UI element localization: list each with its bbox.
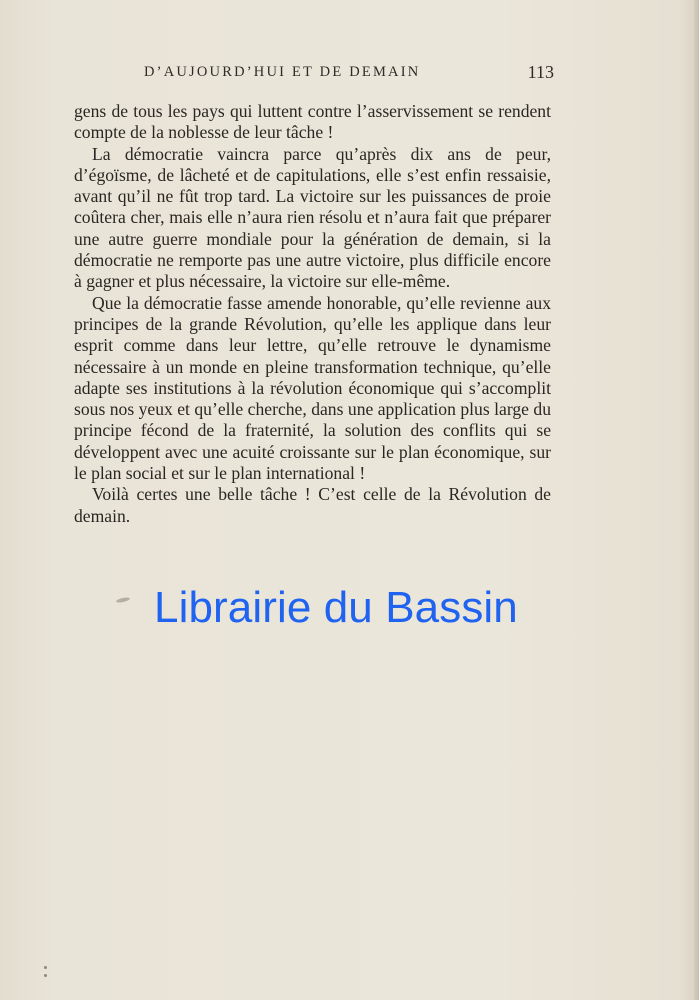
paragraph-3: Que la démocratie fasse amende honorable, qu’elle revienne aux principes de la grande Révolution, qu’elle les applique dans leur esprit comme dans leur lettre, qu’elle retrouve le dynamisme nécessaire à un monde en pleine transformation technique, qu’elle adapte ses institutions à la révolution économique qui s’accomplit sous nos yeux et qu’elle cherche, dans une application plus large du principe fécond de la fraternité, la solution des conflits qui se développent avec une acuité croissante sur le plan économique, sur le plan social et sur le plan international ! <box>74 292 551 484</box>
page-edge <box>694 0 699 1000</box>
paper-speck-small <box>44 966 47 969</box>
body-text <box>74 101 551 527</box>
paragraph-1: gens de tous les pays qui luttent contre l’asservissement se rendent compte de la noblesse de leur tâche ! <box>74 101 551 143</box>
watermark: Librairie du Bassin <box>154 583 518 632</box>
paper-speck-small <box>44 974 47 977</box>
paper-speck <box>116 597 131 604</box>
running-head-title: D’AUJOURD’HUI ET DE DEMAIN <box>144 64 421 80</box>
page-number: 113 <box>527 62 554 82</box>
paragraph-4: Voilà certes une belle tâche ! C’est celle de la Révolution de demain. <box>74 484 551 526</box>
paragraph-2: La démocratie vaincra parce qu’après dix ans de peur, d’égoïsme, de lâcheté et de capitulations, elle s’est enfin ressaisie, avant qu’il ne fût trop tard. La victoire sur les puissances de proie coûtera cher, mais elle n’aura rien résolu et n’aura fait que préparer une autre guerre mondiale pour la génération de demain, si la démocratie ne remporte pas une autre victoire, plus difficile encore à gagner et plus nécessaire, la victoire sur elle-même. <box>74 143 551 292</box>
running-head <box>144 63 554 85</box>
